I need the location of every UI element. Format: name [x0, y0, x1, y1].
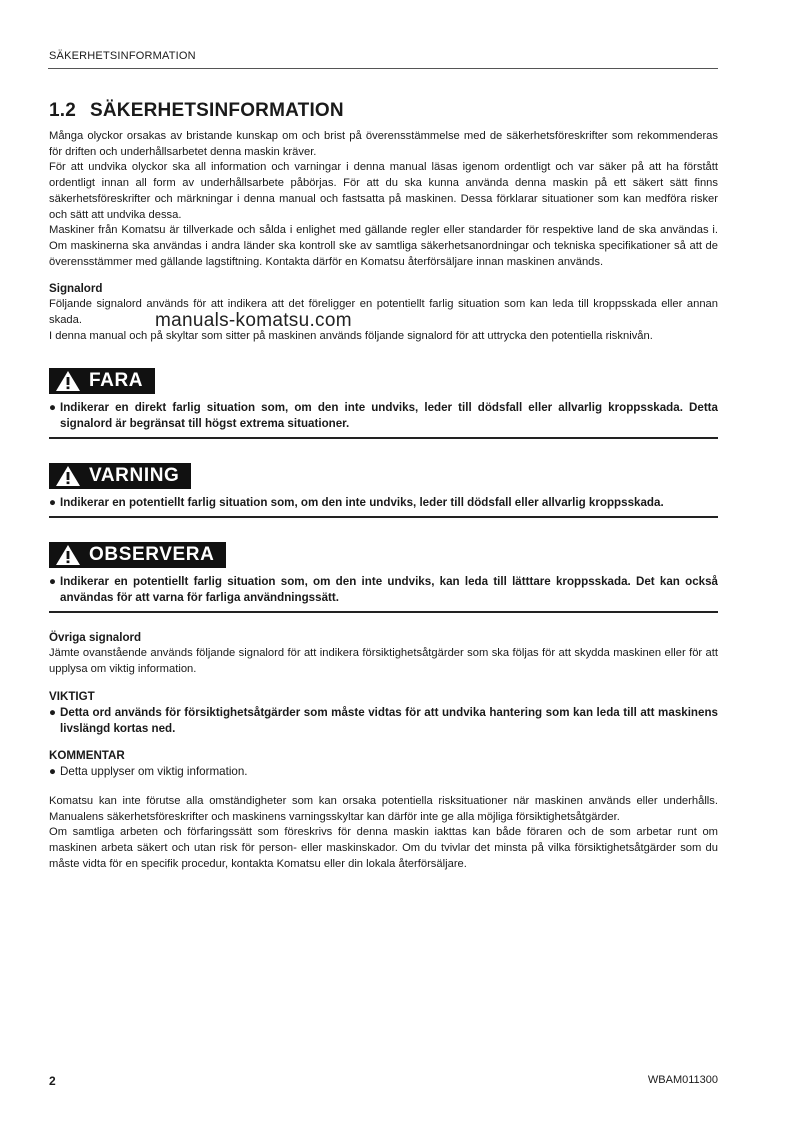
warning-triangle-icon	[55, 370, 81, 392]
signalord-paragraph-1: Följande signalord används för att indikera att det föreligger en potentiellt farlig situation som kan leda till kroppsskada eller annan skada.	[49, 298, 718, 327]
intro-paragraph-3: Maskiner från Komatsu är tillverkade och sålda i enlighet med gällande regler eller standarder för respektive land de ska användas i. Om maskinerna ska användas i andra länder ska kontroll ske av samtliga säkerhetsanordningar och tekniska specifikationer så att de överensstämmer med gällande lagstiftning. Kontakta därför en Komatsu återförsäljare innan maskinen används.	[49, 224, 718, 268]
bullet-icon: ●	[49, 764, 57, 778]
kommentar-text	[49, 764, 718, 780]
fara-banner	[49, 368, 155, 394]
observera-banner	[49, 542, 226, 568]
observera-text	[49, 574, 718, 606]
kommentar-text-body: Detta upplyser om viktig information.	[60, 764, 248, 778]
signalord-heading: Signalord	[49, 282, 103, 296]
intro-paragraph-2: För att undvika olyckor ska all information och varningar i denna manual läsas igenom ordentligt och var säker på att ha förstått ordentligt innan all form av underhållsarbete påbörjas. För att du ska kunna använda denna maskin på ett säkert sätt finns säkerhetsföreskrifter och märkningar i denna manual och fastsatta på maskinen. Dessa förklarar situationer som kan medföra risker och sätt att undvika dessa.	[49, 161, 718, 221]
header-rule	[48, 68, 718, 69]
closing-paragraph-1: Komatsu kan inte förutse alla omständigheter som kan orsaka potentiella risksituationer när maskinen används eller underhålls. Manualens säkerhetsföreskrifter och maskinens varningsskyltar kan därför inte ge alla möjliga försiktighetsåtgärder.	[49, 794, 718, 823]
varning-text-body: Indikerar en potentiellt farlig situation som, om den inte undviks, leder till dödsfall eller allvarlig kroppsskada.	[60, 496, 664, 510]
section-title-text: SÄKERHETSINFORMATION	[90, 100, 344, 121]
other-signals-paragraph: Jämte ovanstående används följande signalord för att indikera försiktighetsåtgärder som ska följas för att skydda maskinen eller för att upplysa om viktig information.	[49, 647, 718, 676]
bullet-icon: ●	[49, 575, 57, 589]
fara-text	[49, 400, 718, 432]
document-code: WBAM011300	[647, 1074, 718, 1086]
watermark-text: manuals-komatsu.com	[155, 310, 352, 331]
varning-block	[49, 463, 718, 518]
observera-block	[49, 542, 718, 613]
signalord-paragraph-2: I denna manual och på skyltar som sitter på maskinen används följande signalord för att uttrycka den potentiella risknivån.	[49, 329, 653, 342]
observera-text-body: Indikerar en potentiellt farlig situation som, om den inte undviks, kan leda till lätttare kroppsskada. Det kan också användas för att varna för farliga användningssätt.	[60, 575, 718, 605]
other-signals-heading: Övriga signalord	[49, 631, 142, 645]
varning-banner	[49, 463, 191, 489]
observera-rule	[49, 611, 718, 613]
viktigt-text-body: Detta ord används för försiktighetsåtgärder som måste vidtas för att undvika hantering som kan leda till att maskinens livslängd kortas ned.	[60, 705, 718, 735]
section-number: 1.2	[49, 100, 77, 121]
observera-label: OBSERVERA	[89, 544, 215, 566]
section-title	[49, 100, 718, 122]
varning-label: VARNING	[89, 465, 180, 487]
intro-paragraph-1: Många olyckor orsakas av bristande kunskap om och brist på överensstämmelse med de säkerhetsföreskrifter som rekommenderas för driften och underhållsarbetet denna maskin kräver.	[49, 130, 718, 158]
viktigt-heading: VIKTIGT	[49, 689, 95, 703]
fara-label: FARA	[89, 370, 144, 392]
varning-text	[49, 495, 718, 511]
warning-triangle-icon	[55, 465, 81, 487]
bullet-icon: ●	[49, 496, 57, 510]
page-content	[49, 100, 718, 872]
warning-triangle-icon	[55, 544, 81, 566]
bullet-icon: ●	[49, 705, 57, 719]
varning-rule	[49, 516, 718, 518]
running-header: SÄKERHETSINFORMATION	[49, 50, 196, 62]
bullet-icon: ●	[49, 401, 57, 415]
viktigt-text	[49, 705, 718, 737]
kommentar-heading: KOMMENTAR	[49, 748, 125, 762]
page-number: 2	[49, 1074, 56, 1088]
fara-block	[49, 368, 718, 439]
fara-text-body: Indikerar en direkt farlig situation som, om den inte undviks, leder till dödsfall eller allvarlig kroppsskada. Detta signalord är begränsat till högst extrema situationer.	[60, 401, 718, 431]
fara-rule	[49, 437, 718, 439]
closing-paragraph-2: Om samtliga arbeten och förfaringssätt som föreskrivs för denna maskin iakttas kan både föraren och de som arbetar runt om maskinen arbeta säkert och utan risk för person- eller maskinskador. Om du tvivlar det minsta på vilka försiktighetsåtgärder som du måste vidta för en specifik procedur, kontakta Komatsu eller din lokala återförsäljare.	[49, 826, 718, 870]
